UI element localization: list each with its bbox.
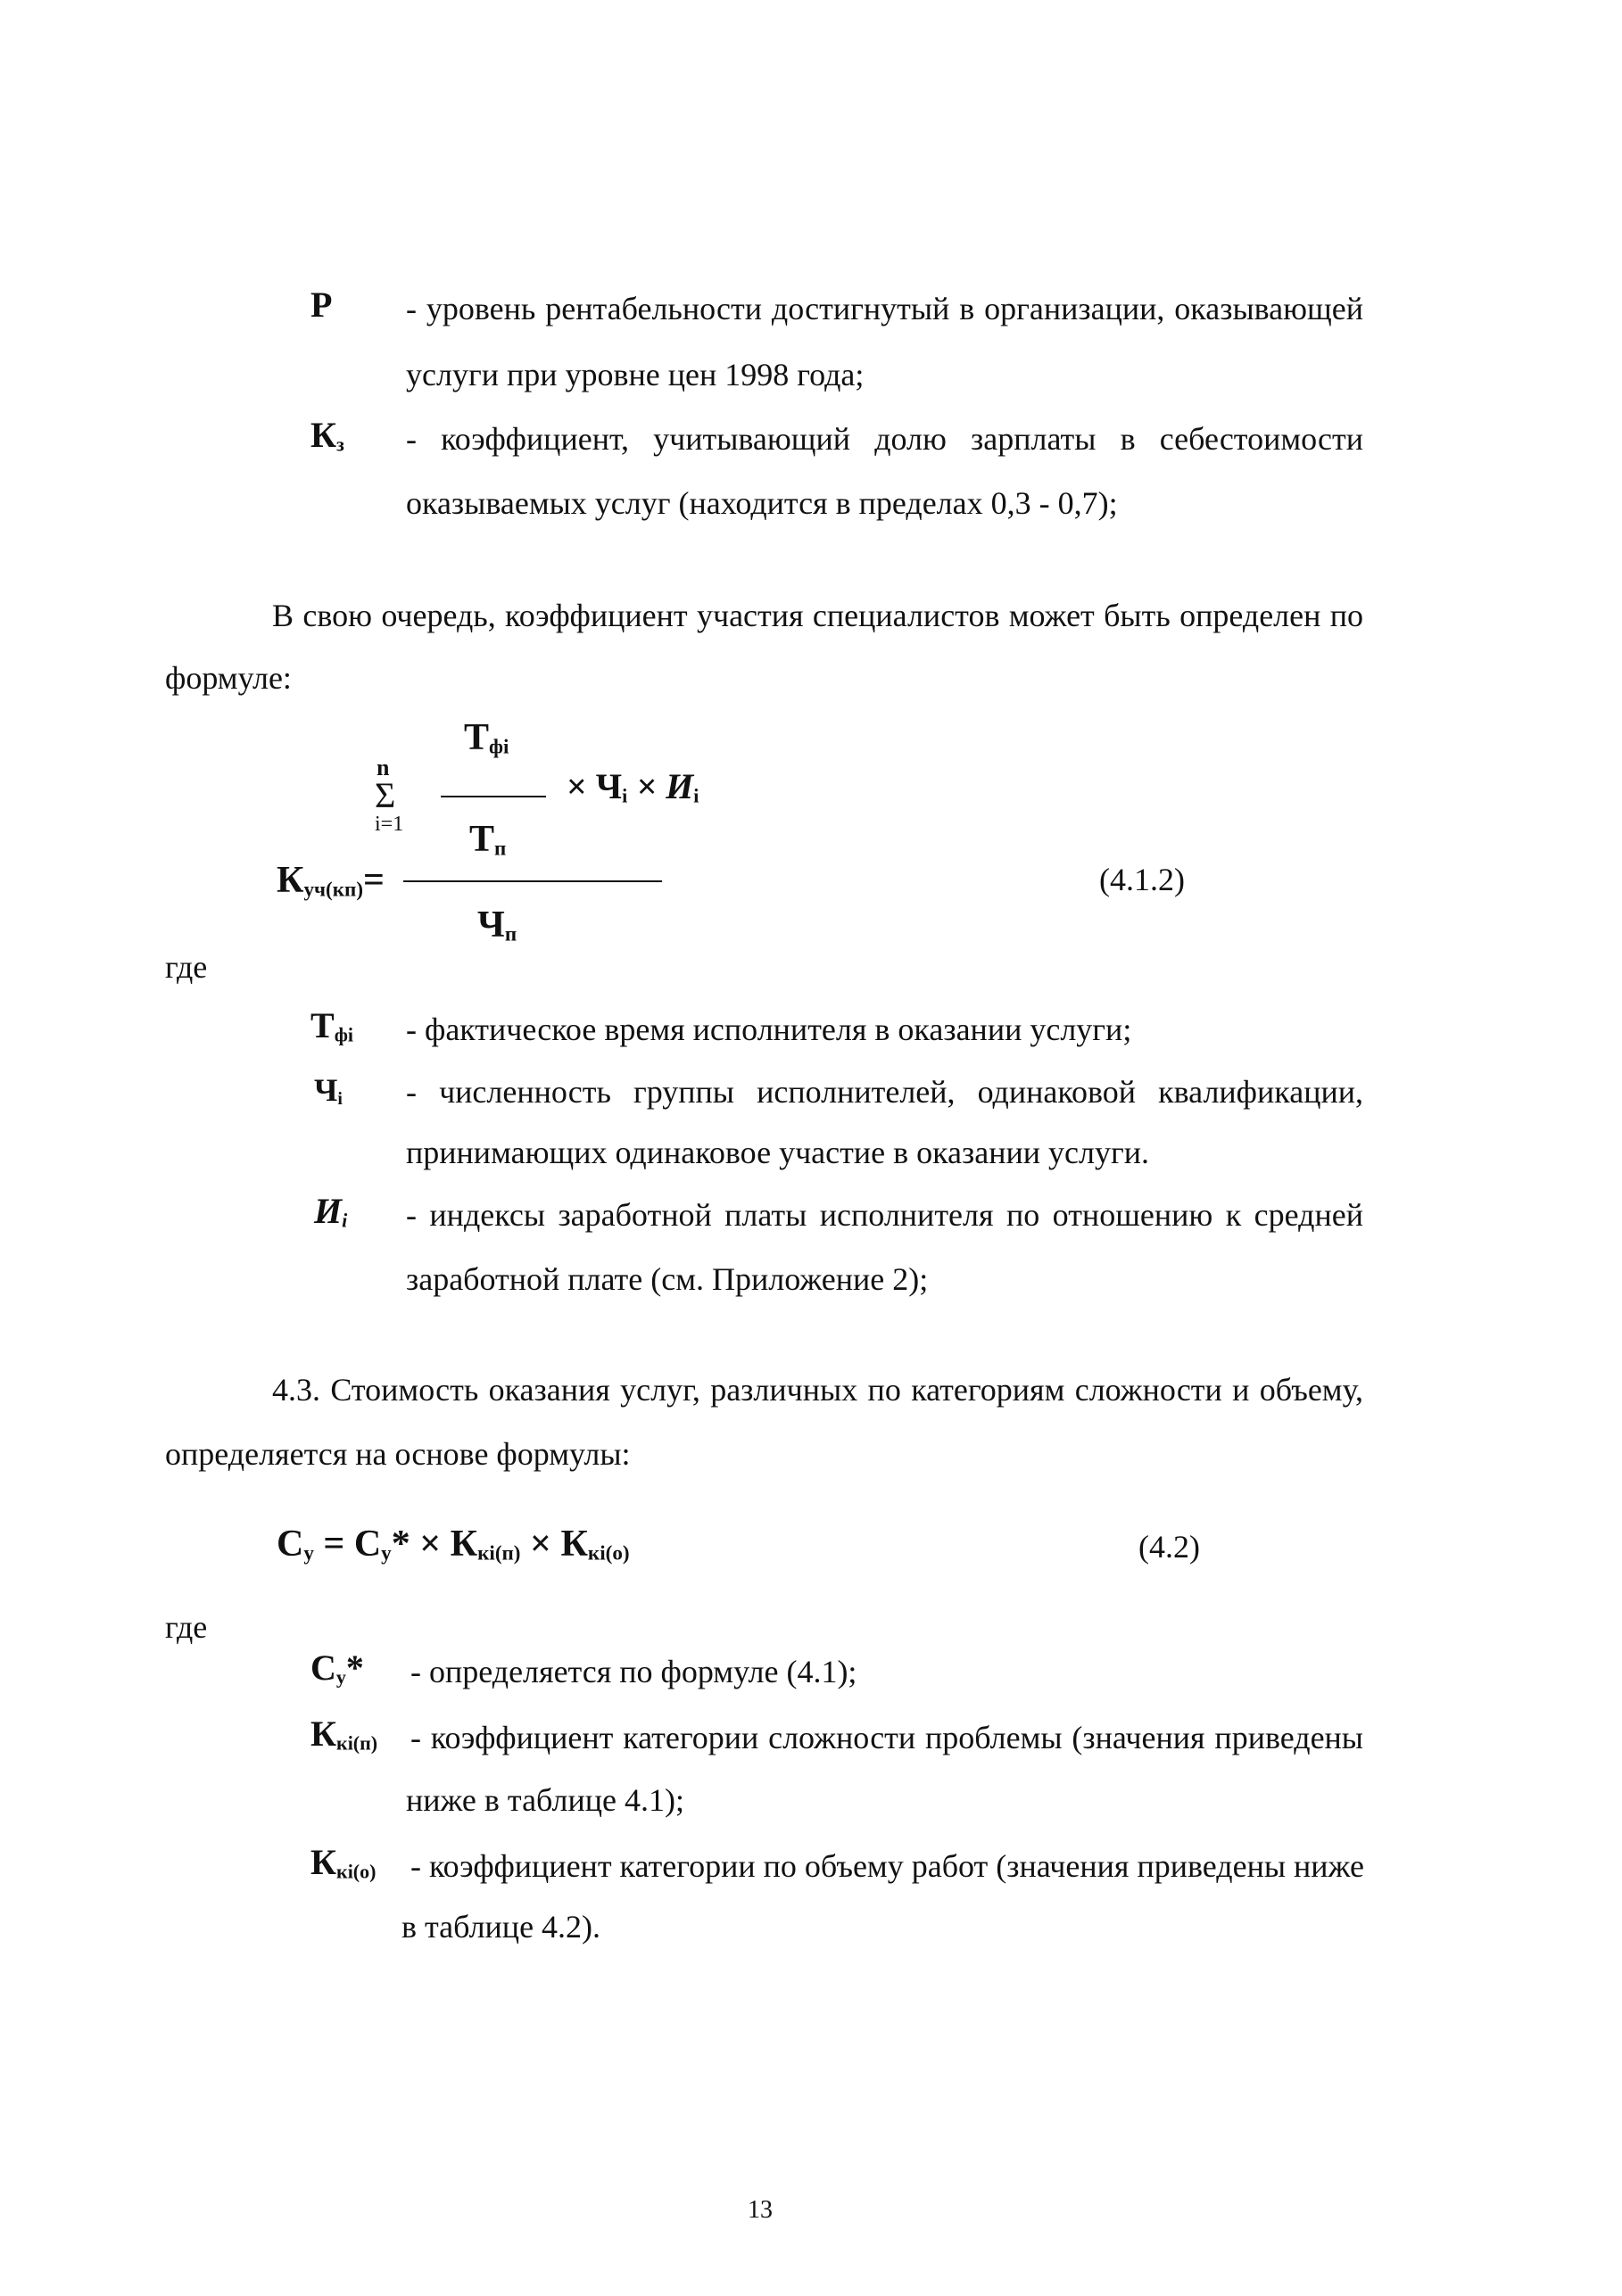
paragraph-2-line2: определяется на основе формулы: [165, 1436, 631, 1472]
sum-lower-limit: i=1 [375, 813, 404, 836]
definition-k-complexity-line1: - коэффициент категории сложности проблемы (значения приведены [410, 1720, 1363, 1755]
definition-ch-i-line2: принимающих одинаковое участие в оказании услуги. [406, 1135, 1150, 1170]
definition-p-line1: - уровень рентабельности достигнутый в организации, оказывающей [406, 291, 1363, 326]
formula-4-2-expression: $С_у = С_у* \times К_{кi(п)} \times К_{кi(о)}$ [277, 1524, 630, 1565]
equation-number-4-1-2: (4.1.2) [1099, 862, 1185, 897]
definition-p-line2: услуги при уровне цен 1998 года; [406, 357, 865, 392]
main-fraction-bar [403, 880, 662, 882]
main-denominator: $Ч_п$ [477, 904, 517, 946]
sum-upper-limit: n [377, 755, 390, 780]
definition-i-i-line2: заработной плате (см. Приложение 2); [406, 1261, 929, 1297]
multiplier-terms: × $Ч_i \times И_i$ [567, 766, 699, 807]
definition-k-complexity-line2: ниже в таблице 4.1); [406, 1782, 684, 1818]
paragraph-1-line2: формуле: [165, 660, 292, 696]
paragraph-1-line1: В свою очередь, коэффициент участия специалистов может быть определен по [272, 598, 1363, 633]
definition-kz-line1: - коэффициент, учитывающий долю зарплаты в себестоимости [406, 421, 1363, 457]
page-number: 13 [748, 2196, 773, 2224]
definition-kz-line2: оказываемых услуг (находится в пределах 0,3 - 0,7); [406, 485, 1118, 521]
equation-number-4-2: (4.2) [1138, 1529, 1200, 1565]
symbol-c-y-star: $С_у*$ [310, 1648, 364, 1689]
symbol-p: Р [310, 285, 333, 325]
definition-k-volume-line1: - коэффициент категории по объему работ (значения приведены ниже [410, 1848, 1364, 1884]
symbol-t-fi: $Т_{фi}$ [310, 1005, 354, 1046]
definition-k-volume-line2: в таблице 4.2). [401, 1909, 601, 1945]
definition-ch-i-line1: - численность группы исполнителей, одинаковой квалификации, [406, 1074, 1363, 1110]
where-label-2: где [165, 1609, 208, 1645]
where-label-1: где [165, 949, 208, 985]
symbol-ch-i: $Ч_i$ [314, 1072, 343, 1109]
paragraph-2-line1: 4.3. Стоимость оказания услуг, различных по категориям сложности и объему, [272, 1372, 1363, 1408]
definition-c-y-star-line1: - определяется по формуле (4.1); [410, 1654, 857, 1689]
symbol-k-complexity: $К_{кi(п)}$ [310, 1714, 378, 1755]
symbol-k-volume: $К_{кi(о)}$ [310, 1842, 377, 1883]
inner-numerator: $Т_{фi}$ [464, 717, 509, 758]
symbol-i-i: $И_i$ [314, 1191, 348, 1232]
inner-fraction-bar [441, 796, 546, 797]
lhs-k-uch: $К_{уч(кп)}=$ [277, 860, 385, 901]
inner-denominator: $Т_п$ [469, 819, 507, 860]
definition-t-fi-line1: - фактическое время исполнителя в оказании услуги; [406, 1012, 1132, 1047]
sum-symbol: Σ [375, 775, 396, 815]
symbol-kz: $К_з$ [310, 415, 344, 456]
definition-i-i-line1: - индексы заработной платы исполнителя по отношению к средней [406, 1197, 1363, 1233]
